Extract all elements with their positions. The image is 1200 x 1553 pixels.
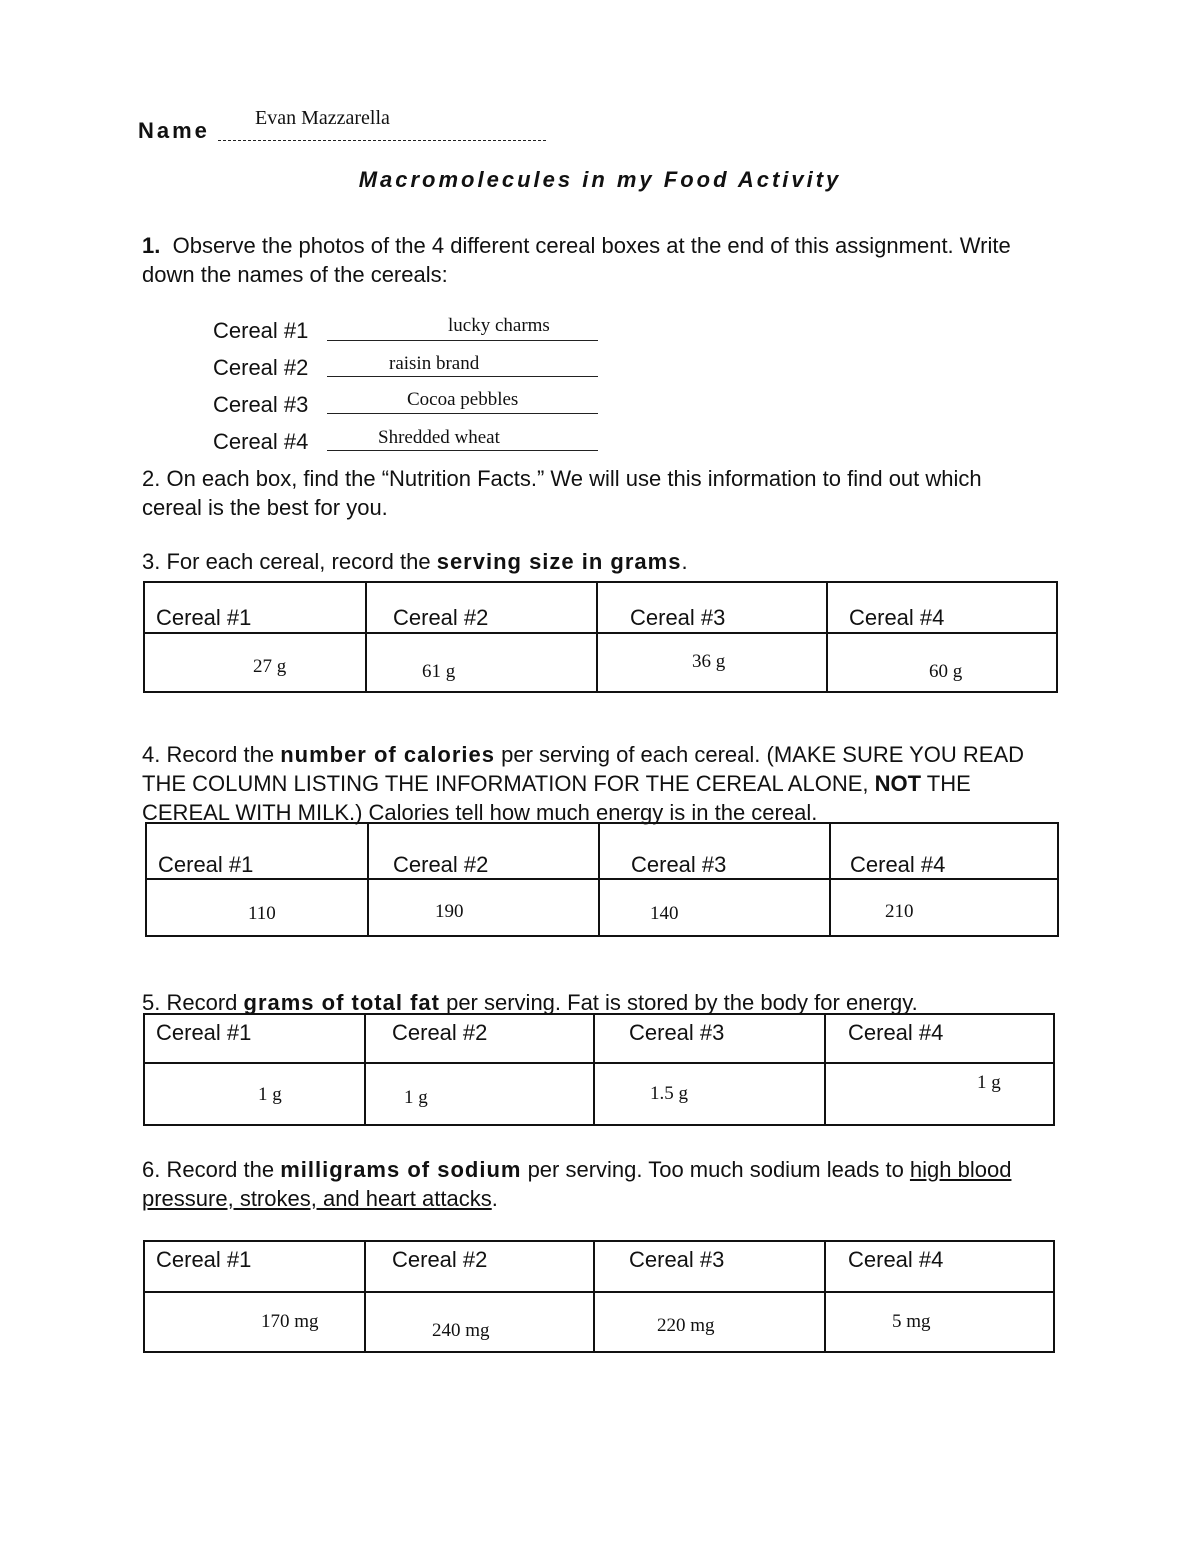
name-value: Evan Mazzarella bbox=[255, 107, 390, 129]
cereal-4-label: Cereal #4 bbox=[213, 429, 309, 454]
table-cell[interactable] bbox=[146, 879, 368, 936]
table-header-cell: Cereal #1 bbox=[144, 1241, 365, 1292]
question-6-prefix: 6. Record the bbox=[142, 1157, 281, 1182]
table-header-cell: Cereal #4 bbox=[825, 1014, 1054, 1063]
table-cell[interactable] bbox=[366, 633, 597, 692]
table-header-cell: Cereal #4 bbox=[830, 823, 1058, 879]
cereal-1-value: lucky charms bbox=[448, 315, 550, 336]
table-cell[interactable] bbox=[594, 1292, 825, 1352]
table-cell[interactable] bbox=[825, 1292, 1054, 1352]
table-cell[interactable] bbox=[825, 1063, 1054, 1125]
cereal-4-field[interactable] bbox=[327, 450, 598, 451]
table-cell-value: 1 g bbox=[404, 1087, 428, 1108]
question-4-middle: per serving of each cereal. (MAKE SURE YOU READ THE COLUMN LISTING THE INFORMATION FOR THE CEREAL ALONE, bbox=[142, 742, 1025, 796]
question-6-suffix: . bbox=[491, 1186, 498, 1211]
table-cell-value: 170 mg bbox=[261, 1311, 319, 1332]
table-header-cell: Cereal #3 bbox=[599, 823, 830, 879]
question-4-prefix: 4. Record the bbox=[142, 742, 281, 767]
question-5-prefix: 5. Record bbox=[142, 990, 244, 1015]
table-cell-value: 60 g bbox=[929, 661, 963, 682]
cereal-1-label: Cereal #1 bbox=[213, 318, 309, 343]
table-header-cell: Cereal #3 bbox=[597, 582, 827, 633]
question-4-emphasis: number of calories bbox=[280, 742, 496, 767]
cereal-3-label: Cereal #3 bbox=[213, 392, 309, 417]
table-cell-value: 27 g bbox=[253, 656, 287, 677]
table-cell-value: 240 mg bbox=[432, 1320, 490, 1341]
worksheet-title: Macromolecules in my Food Activity bbox=[358, 167, 842, 192]
table-header-cell: Cereal #1 bbox=[144, 582, 366, 633]
calories-table bbox=[145, 822, 1059, 937]
table-cell[interactable] bbox=[599, 879, 830, 936]
table-cell-value: 210 bbox=[885, 901, 914, 922]
cereal-3-field[interactable] bbox=[327, 413, 598, 414]
table-cell-value: 36 g bbox=[692, 651, 726, 672]
table-header-cell: Cereal #2 bbox=[368, 823, 599, 879]
question-4 bbox=[142, 740, 1057, 827]
table-header-cell: Cereal #2 bbox=[366, 582, 597, 633]
table-cell-value: 110 bbox=[248, 903, 276, 924]
total-fat-table bbox=[143, 1013, 1055, 1126]
cereal-4-value: Shredded wheat bbox=[378, 427, 500, 448]
table-cell[interactable] bbox=[830, 879, 1058, 936]
question-3-emphasis: serving size in grams bbox=[436, 549, 682, 574]
table-header-cell: Cereal #4 bbox=[827, 582, 1057, 633]
table-header-cell: Cereal #1 bbox=[144, 1014, 365, 1063]
question-5-suffix: per serving. Fat is stored by the body for energy. bbox=[439, 990, 918, 1015]
cereal-2-field[interactable] bbox=[327, 376, 598, 377]
table-cell-value: 1.5 g bbox=[650, 1083, 688, 1104]
sodium-table bbox=[143, 1240, 1055, 1353]
table-cell[interactable] bbox=[144, 633, 366, 692]
question-6 bbox=[142, 1155, 1047, 1213]
question-5-emphasis: grams of total fat bbox=[243, 990, 440, 1015]
cereal-2-label: Cereal #2 bbox=[213, 355, 309, 380]
table-cell[interactable] bbox=[144, 1292, 365, 1352]
table-cell-value: 1 g bbox=[258, 1084, 282, 1105]
question-1 bbox=[142, 231, 1062, 289]
table-header-cell: Cereal #3 bbox=[594, 1241, 825, 1292]
table-header-cell: Cereal #3 bbox=[594, 1014, 825, 1063]
table-cell[interactable] bbox=[827, 633, 1057, 692]
table-cell-value: 61 g bbox=[422, 661, 456, 682]
table-cell[interactable] bbox=[368, 879, 599, 936]
table-cell[interactable] bbox=[365, 1292, 594, 1352]
table-header-cell: Cereal #4 bbox=[825, 1241, 1054, 1292]
cereal-3-value: Cocoa pebbles bbox=[407, 389, 519, 410]
name-label: Name bbox=[138, 118, 210, 143]
question-3-suffix: . bbox=[681, 549, 688, 574]
table-cell-value: 190 bbox=[435, 901, 464, 922]
question-4-not: NOT bbox=[874, 771, 922, 796]
cereal-2-value: raisin brand bbox=[389, 353, 480, 374]
serving-size-table bbox=[143, 581, 1058, 693]
table-cell[interactable] bbox=[144, 1063, 365, 1125]
table-header-cell: Cereal #1 bbox=[146, 823, 368, 879]
table-cell-value: 220 mg bbox=[657, 1315, 715, 1336]
cereal-1-field[interactable] bbox=[327, 340, 598, 341]
table-header-cell: Cereal #2 bbox=[365, 1241, 594, 1292]
question-3-prefix: 3. For each cereal, record the bbox=[142, 549, 437, 574]
table-cell-value: 140 bbox=[650, 903, 679, 924]
question-6-emphasis: milligrams of sodium bbox=[280, 1157, 522, 1182]
question-1-number: 1. bbox=[142, 233, 161, 258]
table-cell[interactable] bbox=[597, 633, 827, 692]
table-header-cell: Cereal #2 bbox=[365, 1014, 594, 1063]
table-cell[interactable] bbox=[365, 1063, 594, 1125]
question-4-middle-2: THE CEREAL WITH MILK.) Calories tell how much bbox=[142, 771, 971, 825]
question-4-suffix: is in the cereal. bbox=[663, 800, 818, 825]
table-cell[interactable] bbox=[594, 1063, 825, 1125]
question-4-energy: energy bbox=[595, 800, 664, 825]
name-field-line[interactable] bbox=[218, 140, 546, 141]
question-1-text: Observe the photos of the 4 different cereal boxes at the end of this assignment. Write down the names of the cereals: bbox=[142, 233, 1011, 287]
question-2: 2. On each box, find the “Nutrition Facts.” We will use this information to find out which cereal is the best for you. bbox=[142, 466, 982, 520]
question-6-middle: per serving. Too much sodium leads to bbox=[521, 1157, 910, 1182]
table-cell-value: 5 mg bbox=[892, 1311, 931, 1332]
table-cell-value: 1 g bbox=[977, 1072, 1001, 1093]
question-3 bbox=[142, 547, 1062, 576]
question-6-health-risks: high blood pressure, strokes, and heart attacks bbox=[142, 1157, 1012, 1211]
